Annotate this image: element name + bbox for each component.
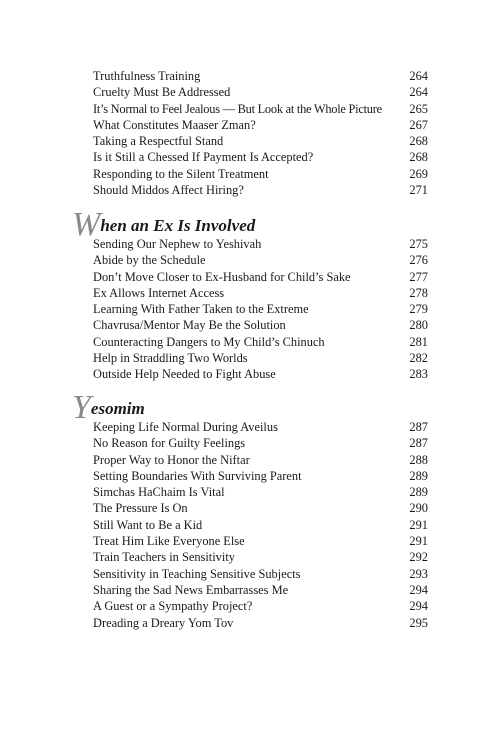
toc-entry-page: 289 [409,468,428,483]
toc-entry [93,117,428,133]
toc-entry-page: 277 [409,269,428,284]
toc-entry-title: Still Want to Be a Kid [93,517,203,532]
section-heading-text: esomim [90,399,145,418]
toc-entry [93,435,428,451]
toc-entry-title: Sensitivity in Teaching Sensitive Subjects [93,566,301,581]
toc-entry-page: 278 [409,285,428,300]
toc-entry [93,269,428,285]
toc-entry-title: Dreading a Dreary Yom Tov [93,615,234,630]
toc-entry-page: 289 [409,485,428,500]
toc-entry-page: 293 [409,566,428,581]
toc-entry-title: Don’t Move Closer to Ex-Husband for Child’s Sake [93,269,351,284]
toc-entry-page: 268 [409,134,428,149]
toc-entry-page: 291 [409,517,428,532]
toc-entry-title: Sending Our Nephew to Yeshivah [93,237,262,251]
toc-entry-title: Keeping Life Normal During Aveilus [93,420,278,434]
toc-entry-title: Chavrusa/Mentor May Be the Solution [93,318,286,333]
toc-entry [93,517,428,533]
toc-entry-page: 288 [409,452,428,467]
toc-entry [93,468,428,484]
section-heading [72,389,145,426]
toc-entry-page: 291 [409,534,428,549]
toc-entry [93,84,428,100]
toc-entry-page: 281 [409,334,428,349]
toc-entry-page: 292 [409,550,428,565]
toc-entry-title: No Reason for Guilty Feelings [93,436,246,451]
toc-entry [93,252,428,268]
toc-entry-title: Proper Way to Honor the Niftar [93,452,250,467]
toc-entry-title: Cruelty Must Be Addressed [93,85,231,100]
toc-entry-title: Setting Boundaries With Surviving Parent [93,468,302,483]
toc-entry-page: 283 [409,367,428,382]
toc-entry [93,101,428,117]
section-heading-text: hen an Ex Is Involved [100,216,256,235]
toc-section-3-list [93,419,428,631]
toc-entry-page: 267 [409,117,428,132]
toc-entry-page: 282 [409,351,428,366]
toc-entry-title: Treat Him Like Everyone Else [93,534,245,549]
toc-entry-title: Ex Allows Internet Access [93,285,225,300]
toc-entry [93,549,428,565]
toc-entry-page: 294 [409,599,428,614]
toc-entry [93,334,428,350]
toc-entry-page: 275 [409,237,428,251]
toc-entry [93,419,428,435]
toc-entry-title: The Pressure Is On [93,501,188,516]
toc-entry-page: 295 [409,615,428,630]
toc-entry [93,366,428,382]
toc-entry [93,452,428,468]
toc-entry-page: 271 [409,183,428,198]
toc-entry-title: It’s Normal to Feel Jealous — But Look at the Whole Picture [93,101,382,116]
toc-section-2-list [93,236,428,383]
toc-entry-title: Abide by the Schedule [93,253,206,268]
toc-entry-title: Responding to the Silent Treatment [93,166,269,181]
toc-entry [93,133,428,149]
toc-entry-page: 287 [409,420,428,434]
toc-entry-page: 294 [409,582,428,597]
toc-entry [93,566,428,582]
toc-entry [93,301,428,317]
toc-entry-title: Counteracting Dangers to My Child’s Chinuch [93,334,325,349]
toc-entry-title: Is it Still a Chessed If Payment Is Accepted? [93,150,314,165]
toc-entry [93,533,428,549]
toc-entry [93,615,428,631]
toc-entry-title: Truthfulness Training [93,69,201,83]
toc-entry [93,484,428,500]
toc-entry-page: 290 [409,501,428,516]
toc-entry-title: Help in Straddling Two Worlds [93,351,248,366]
toc-entry-page: 265 [409,101,428,116]
toc-entry-title: Simchas HaChaim Is Vital [93,485,225,500]
toc-entry-page: 269 [409,166,428,181]
toc-entry-title: What Constitutes Maaser Zman? [93,117,256,132]
section-heading-dropcap: Y [72,389,91,426]
toc-entry-page: 264 [409,85,428,100]
toc-entry [93,182,428,198]
toc-entry-page: 268 [409,150,428,165]
toc-entry [93,68,428,84]
toc-entry [93,317,428,333]
section-heading-dropcap: W [72,206,101,243]
toc-entry-page: 264 [409,69,428,83]
toc-entry-title: Taking a Respectful Stand [93,134,224,149]
toc-entry [93,236,428,252]
toc-entry-title: Sharing the Sad News Embarrasses Me [93,582,289,597]
toc-entry [93,598,428,614]
toc-entry [93,166,428,182]
toc-entry [93,350,428,366]
toc-entry-title: Should Middos Affect Hiring? [93,183,244,198]
toc-entry [93,285,428,301]
toc-entry [93,582,428,598]
toc-entry-title: Outside Help Needed to Fight Abuse [93,367,276,382]
toc-entry-title: Train Teachers in Sensitivity [93,550,235,565]
toc-entry-page: 279 [409,302,428,317]
toc-entry [93,500,428,516]
toc-entry-page: 287 [409,436,428,451]
toc-entry-page: 280 [409,318,428,333]
toc-section-1-list [93,68,428,198]
toc-entry [93,149,428,165]
toc-entry-title: A Guest or a Sympathy Project? [93,599,253,614]
toc-entry-title: Learning With Father Taken to the Extreme [93,302,309,317]
toc-entry-page: 276 [409,253,428,268]
section-heading [72,206,256,243]
